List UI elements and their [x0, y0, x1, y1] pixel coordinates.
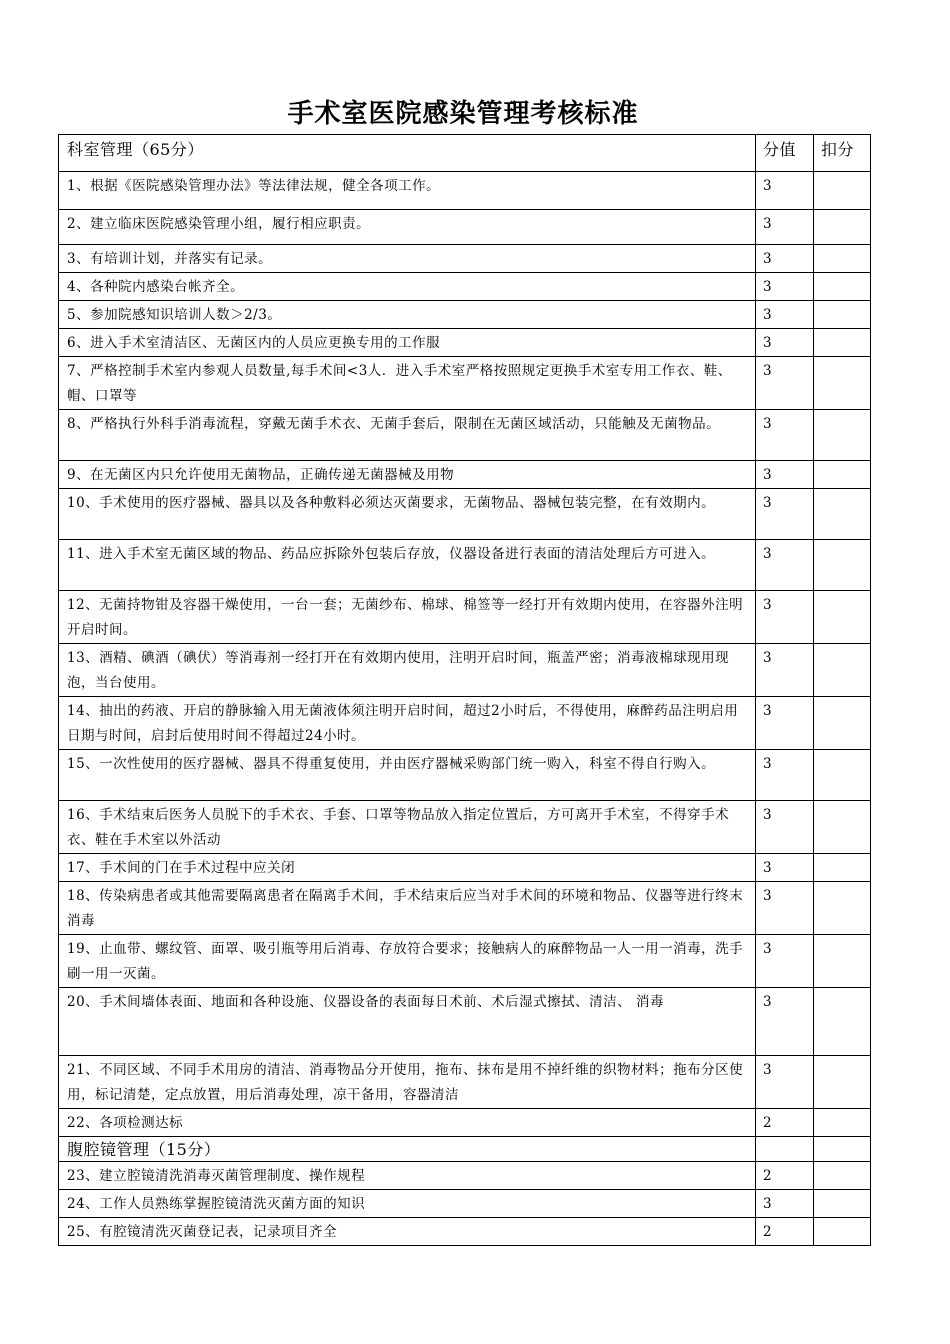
item-text: 16、手术结束后医务人员脱下的手术衣、手套、口罩等物品放入指定位置后，方可离开手术室，不得穿手术衣、鞋在手术室以外活动: [59, 801, 756, 854]
table-row: [59, 644, 871, 697]
item-text: 5、参加院感知识培训人数＞2/3。: [59, 301, 756, 329]
table-row: [59, 357, 871, 410]
deduct-cell[interactable]: [814, 172, 871, 210]
table-row: [59, 1162, 871, 1190]
table-row: [59, 935, 871, 988]
item-text: 13、酒精、碘酒（碘伏）等消毒剂一经打开在有效期内使用，注明开启时间，瓶盖严密；消毒液棉球现用现泡，当台使用。: [59, 644, 756, 697]
deduct-cell[interactable]: [814, 591, 871, 644]
deduct-cell[interactable]: [814, 1162, 871, 1190]
item-score: 3: [756, 301, 814, 329]
item-text: 12、无菌持物钳及容器干燥使用，一台一套；无菌纱布、棉球、棉签等一经打开有效期内使用，在容器外注明开启时间。: [59, 591, 756, 644]
deduct-cell[interactable]: [814, 540, 871, 591]
item-score: 3: [756, 329, 814, 357]
table-header-row: [59, 135, 871, 172]
deduct-cell[interactable]: [814, 461, 871, 489]
score-cell: [756, 1137, 814, 1162]
deduct-cell[interactable]: [814, 801, 871, 854]
item-score: 3: [756, 1190, 814, 1218]
item-text: 20、手术间墙体表面、地面和各种设施、仪器设备的表面每日术前、术后湿式擦拭、清洁、 消毒: [59, 988, 756, 1056]
deduct-cell[interactable]: [814, 301, 871, 329]
item-text: 3、有培训计划，并落实有记录。: [59, 245, 756, 273]
deduct-cell[interactable]: [814, 357, 871, 410]
deduct-cell[interactable]: [814, 1190, 871, 1218]
item-score: 3: [756, 644, 814, 697]
table-row: [59, 988, 871, 1056]
item-text: 6、进入手术室清洁区、无菌区内的人员应更换专用的工作服: [59, 329, 756, 357]
deduct-cell[interactable]: [814, 1056, 871, 1109]
item-score: 3: [756, 461, 814, 489]
item-text: 7、严格控制手术室内参观人员数量,每手术间<3人．进入手术室严格按照规定更换手术室专用工作衣、鞋、帽、口罩等: [59, 357, 756, 410]
item-text: 15、一次性使用的医疗器械、器具不得重复使用，并由医疗器械采购部门统一购入，科室不得自行购入。: [59, 750, 756, 801]
item-text: 4、各种院内感染台帐齐全。: [59, 273, 756, 301]
deduct-cell[interactable]: [814, 882, 871, 935]
item-text: 24、工作人员熟练掌握腔镜清洗灭菌方面的知识: [59, 1190, 756, 1218]
deduct-cell[interactable]: [814, 329, 871, 357]
item-text: 23、建立腔镜清洗消毒灭菌管理制度、操作规程: [59, 1162, 756, 1190]
deduct-cell[interactable]: [814, 1109, 871, 1137]
table-row: [59, 1109, 871, 1137]
item-text: 19、止血带、螺纹管、面罩、吸引瓶等用后消毒、存放符合要求；接触病人的麻醉物品一人一用一消毒，洗手刷一用一灭菌。: [59, 935, 756, 988]
deduct-cell[interactable]: [814, 697, 871, 750]
deduct-cell[interactable]: [814, 1218, 871, 1246]
item-score: 3: [756, 801, 814, 854]
item-text: 8、严格执行外科手消毒流程，穿戴无菌手术衣、无菌手套后，限制在无菌区域活动，只能触及无菌物品。: [59, 410, 756, 461]
section-header-cell: 科室管理（65分）: [59, 135, 756, 172]
table-row: [59, 245, 871, 273]
item-text: 22、各项检测达标: [59, 1109, 756, 1137]
item-score: 3: [756, 1056, 814, 1109]
item-score: 3: [756, 750, 814, 801]
deduct-cell[interactable]: [814, 273, 871, 301]
deduct-cell[interactable]: [814, 245, 871, 273]
item-score: 3: [756, 935, 814, 988]
deduct-cell[interactable]: [814, 988, 871, 1056]
section-title: 腹腔镜管理（15分）: [59, 1137, 756, 1162]
table-row: [59, 273, 871, 301]
item-score: 3: [756, 988, 814, 1056]
item-score: 3: [756, 540, 814, 591]
table-row: [59, 750, 871, 801]
item-score: 3: [756, 854, 814, 882]
table-row: [59, 854, 871, 882]
item-score: 2: [756, 1218, 814, 1246]
table-row: [59, 329, 871, 357]
deduct-cell[interactable]: [814, 644, 871, 697]
item-score: 3: [756, 410, 814, 461]
table-row: [59, 1218, 871, 1246]
item-score: 3: [756, 697, 814, 750]
deduct-cell[interactable]: [814, 210, 871, 245]
item-score: 2: [756, 1162, 814, 1190]
item-score: 3: [756, 210, 814, 245]
table-row: [59, 1056, 871, 1109]
table-row: [59, 301, 871, 329]
assessment-table: [58, 134, 871, 1246]
item-text: 21、不同区域、不同手术用房的清洁、消毒物品分开使用，拖布、抹布是用不掉纤维的织物材料；拖布分区使用，标记清楚，定点放置，用后消毒处理，凉干备用，容器清洁: [59, 1056, 756, 1109]
deduct-cell[interactable]: [814, 489, 871, 540]
item-text: 9、在无菌区内只允许使用无菌物品，正确传递无菌器械及用物: [59, 461, 756, 489]
score-column-header: 分值: [756, 135, 814, 172]
deduct-cell[interactable]: [814, 750, 871, 801]
table-row: [59, 540, 871, 591]
table-row: [59, 882, 871, 935]
page-title: 手术室医院感染管理考核标准: [287, 99, 639, 129]
deduct-column-header: 扣分: [814, 135, 871, 172]
deduct-cell[interactable]: [814, 1137, 871, 1162]
item-score: 3: [756, 357, 814, 410]
deduct-cell[interactable]: [814, 935, 871, 988]
item-score: 3: [756, 882, 814, 935]
table-row: [59, 172, 871, 210]
table-row: [59, 591, 871, 644]
table-row: [59, 461, 871, 489]
table-row: [59, 410, 871, 461]
item-text: 18、传染病患者或其他需要隔离患者在隔离手术间，手术结束后应当对手术间的环境和物品、仪器等进行终末消毒: [59, 882, 756, 935]
table-row: [59, 489, 871, 540]
item-text: 25、有腔镜清洗灭菌登记表，记录项目齐全: [59, 1218, 756, 1246]
item-text: 1、根据《医院感染管理办法》等法律法规，健全各项工作。: [59, 172, 756, 210]
item-score: 3: [756, 591, 814, 644]
item-text: 17、手术间的门在手术过程中应关闭: [59, 854, 756, 882]
table-row: [59, 1190, 871, 1218]
deduct-cell[interactable]: [814, 854, 871, 882]
item-score: 3: [756, 273, 814, 301]
section-row: [59, 1137, 871, 1162]
deduct-cell[interactable]: [814, 410, 871, 461]
item-score: 3: [756, 245, 814, 273]
item-score: 2: [756, 1109, 814, 1137]
item-text: 11、进入手术室无菌区域的物品、药品应拆除外包装后存放，仪器设备进行表面的清洁处理后方可进入。: [59, 540, 756, 591]
item-text: 14、抽出的药液、开启的静脉输入用无菌液体须注明开启时间，超过2小时后，不得使用，麻醉药品注明启用日期与时间，启封后使用时间不得超过24小时。: [59, 697, 756, 750]
table-row: [59, 697, 871, 750]
item-text: 10、手术使用的医疗器械、器具以及各种敷料必须达灭菌要求，无菌物品、器械包装完整，在有效期内。: [59, 489, 756, 540]
item-score: 3: [756, 172, 814, 210]
item-score: 3: [756, 489, 814, 540]
table-row: [59, 801, 871, 854]
table-row: [59, 210, 871, 245]
item-text: 2、建立临床医院感染管理小组，履行相应职责。: [59, 210, 756, 245]
